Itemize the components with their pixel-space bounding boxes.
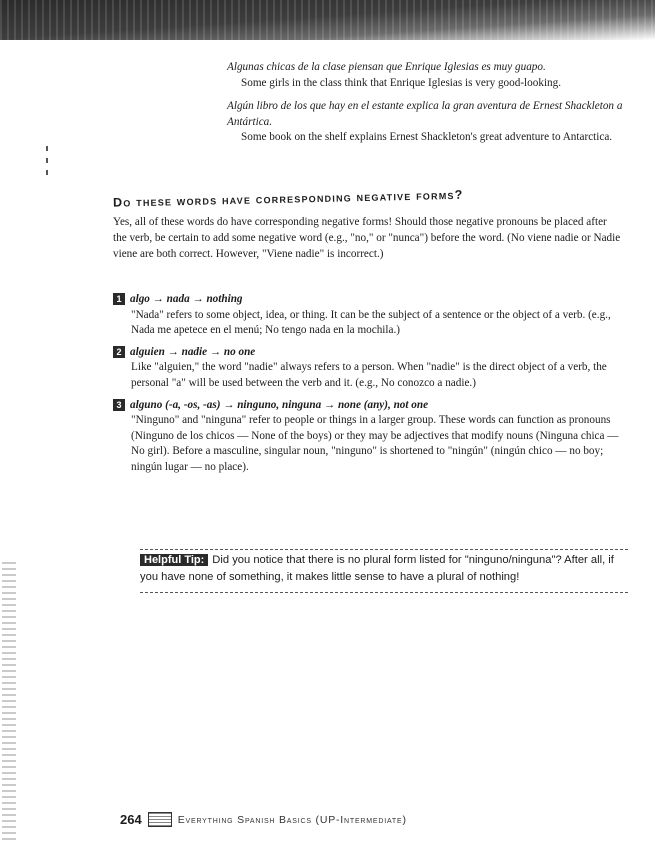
helpful-tip: [140, 552, 628, 586]
example-english: Some girls in the class think that Enrique Iglesias is very good-looking.: [241, 76, 562, 89]
tip-text: Did you notice that there is no plural form listed for "ninguno/ninguna"? After all, if you have none of something, it makes little sense to have a plural of nothing!: [140, 554, 614, 583]
margin-tick: [46, 170, 48, 175]
margin-tick: [46, 146, 48, 151]
item-head-text: alguno (-a, -os, -as) → ninguno, ninguna → none (any), not one: [130, 398, 429, 411]
list-item: [113, 292, 625, 339]
item-head-text: algo → nada → nothing: [130, 293, 243, 305]
top-scan-band: [0, 0, 655, 40]
item-head: [113, 292, 625, 308]
footer-title: Everything Spanish Basics (UP-Intermediate): [177, 813, 407, 826]
item-body: "Nada" refers to some object, idea, or thing. It can be the subject of a sentence or the object of a verb. (e.g., Nada me apetece en el menú; No tengo nada en la mochila.): [131, 308, 611, 337]
item-head-text: alguien → nadie → no one: [130, 345, 256, 358]
section-heading: Do these words have corresponding negative forms?: [112, 187, 464, 210]
example: [227, 99, 627, 146]
left-margin-scan-noise: [2, 560, 16, 840]
item-number: 2: [113, 346, 125, 358]
example-block: [227, 60, 627, 146]
page-footer: [120, 812, 540, 827]
item-head: [113, 398, 625, 414]
example-english: Some book on the shelf explains Ernest Shackleton's great adventure to Antarctica.: [241, 131, 613, 143]
tip-rule-top: [140, 549, 628, 550]
tip-label: Helpful Tip:: [140, 554, 208, 566]
item-body: "Ninguno" and "ninguna" refer to people or things in a larger group. These words can function as pronouns (Ninguno de los chicos — None of the boys) or they may be adjectives that modify nouns (Ninguna chica — No girl). Before a masculine, singular noun, "ninguno" is shortened to "ningún" (ningún chico — no boy; ningún lugar — no place).: [131, 414, 619, 473]
book-logo-icon: [148, 812, 172, 827]
item-body: Like "alguien," the word "nadie" always refers to a person. When "nadie" is the direct object of a verb, the personal "a" will be used between the verb and it. (e.g., No conozco a nadie.): [131, 361, 607, 389]
example-spanish: Algunas chicas de la clase piensan que Enrique Iglesias es muy guapo.: [227, 61, 546, 73]
item-number: 3: [113, 399, 125, 411]
item-number: 1: [113, 293, 125, 305]
item-list: [113, 292, 625, 482]
list-item: [113, 398, 625, 476]
tip-rule-bottom: [140, 592, 628, 593]
list-item: [113, 345, 625, 392]
item-head: [113, 345, 625, 361]
margin-tick: [46, 158, 48, 163]
example: [227, 60, 627, 91]
intro-paragraph: Yes, all of these words do have corresponding negative forms! Should those negative pronouns be placed after the verb, be certain to add some negative word (e.g., "no," or "nunca") before the word. (No viene nadie or Nadie viene are both correct. However, "Viene nadie" is incorrect.): [113, 216, 621, 260]
page-number: 264: [120, 812, 142, 827]
example-spanish: Algún libro de los que hay en el estante explica la gran aventura de Ernest Shackleton a Antártica.: [227, 100, 623, 128]
